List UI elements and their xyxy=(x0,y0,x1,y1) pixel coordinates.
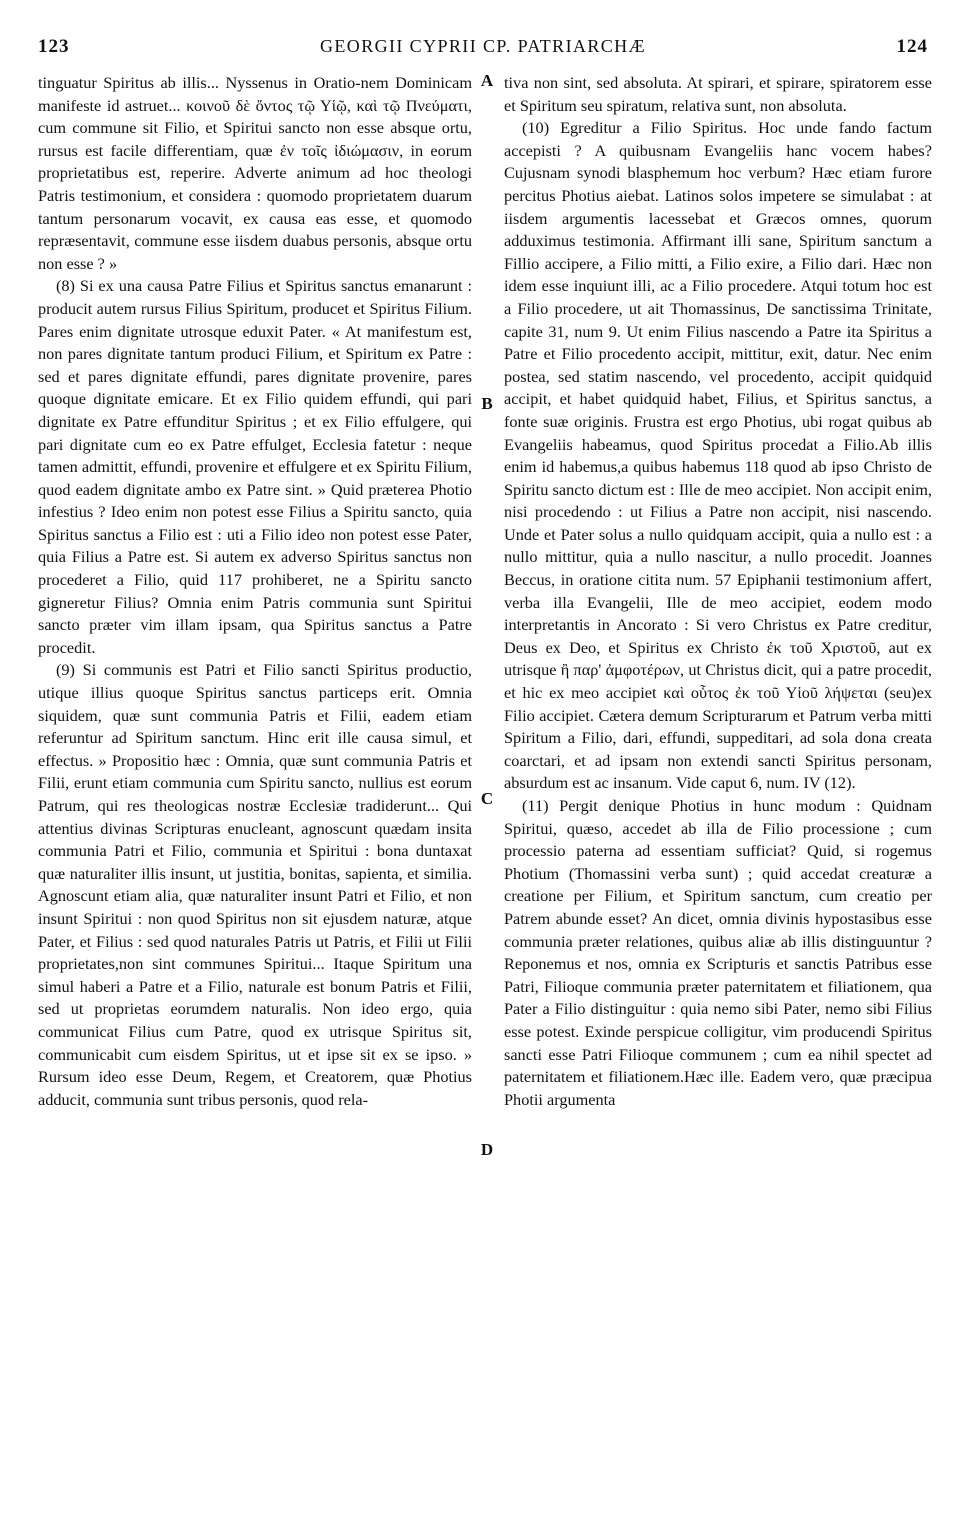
page-number-right: 124 xyxy=(896,36,928,57)
right-column xyxy=(504,72,932,1111)
margin-letter-d: D xyxy=(480,1140,494,1159)
page-header xyxy=(38,36,928,64)
left-paragraph-3: (9) Si communis est Patri et Filio sancti Spiritus productio, utique illius quoque Spiritus sanctus particeps erit. Omnia siquidem, quæ sunt communia Patris et Filii, eadem etiam referuntur ad Spiritum sanctum. Hinc erit ille causa simul, et effectus. » Propositio hæc : Omnia, quæ sunt communia Patris et Filii, erunt etiam communia cum Spiritu sancto, nullius est eorum Patrum, qui res theologicas nostræ Ecclesiæ tradiderunt... Qui attentius divinas Scripturas enucleant, agnoscunt quædam insita communia Patri et Filio, communia et Spiritui : bona duntaxat quæ naturaliter illis insunt, ut justitia, bonitas, sapienta, et similia. Agnoscunt etiam alia, quæ naturaliter insunt Patri et Filio, et non insunt Spiritui : non quod Spiritus non sit ejusdem naturæ, atque Pater, et Filius : sed quod naturales Patris ut Patris, et Filii ut Filii proprietates,non sint communes Spiritui... Itaque Spiritum una simul haberi a Patre et a Filio, naturale est bonum Patris et Filii, sed ut proprietas eorumdem naturalis. Non ideo ergo, quia communicat Filius cum Patre, quod ex utrisque Spiritus sit, communicabit cum eisdem Spiritus, ut et ipse sit ex se ipso. » Rursum ideo esse Deum, Regem, et Creatorem, quæ Photius adducit, communia sunt tribus personis, quod rela- xyxy=(38,660,472,1109)
right-paragraph-2: (10) Egreditur a Filio Spiritus. Hoc unde fando factum accepisti ? A quibusnam Evangeliis hanc vocem habes? Cujusnam synodi blasphemum hoc verbum? Hæc etiam furore percitus Photius aiebat. Latinos solos impetere se simulabat : at iisdem argumentis lacessebat et Græcos omnes, quorum adduximus testimonia. Affirmant illi sane, Spiritum sanctum a Fillio accipere, a Filio mitti, a Filio exire, a Filio dari. Hæc non idem esse inquiunt illi, ac a Filio procedere. Atqui totum hoc est a Filio procedere, ut ait Thomassinus, De sanctissima Trinitate, capite 31, num 9. Ut enim Filius nascendo a Patre ita Spiritus a Patre et Filio procedento accipit, mittitur, exit, datur. Nec enim postea, sed statim nascendo, vel procedento, accipit quidquid accipit, et habet quidquid habet, Filius, et Spiritus sanctus, a fonte suæ originis. Frustra est ergo Photius, ubi rogat quibus ab Evangeliis habeamus, quod Spiritus procedat a Filio.Ab illis enim id habemus,a quibus habemus 118 quod ab ipso Christo de Spiritu sancto dictum est : Ille de meo accipiet. Non accipit enim, nisi procedendo : ut Filius a Patre non accipit, nisi nascendo. Unde et Pater solus a nullo quidquam accipit, quia a nullo est : a nullo mittitur, quia a nullo nascitur, a nullo procedit. Joannes Beccus, in oratione citita num. 57 Epiphanii testimonium affert, verba illa Evangelii, Ille de meo accipiet, eodem modo interpretantis in Ancorato : Si vero Christus ex Patre creditur, Deus ex Deo, et Spiritus ex Christo ἐκ τοῦ Χριστοῦ, aut ex utrisque ἢ παρ' ἀμφοτέρων, ut Christus dicit, qui a patre procedit, et hic ex meo accipiet καὶ οὗτος ἐκ τοῦ Υἱοῦ λήψεται (seu)ex Filio accipiet. Cætera demum Scripturarum et Patrum verba mitti Spiritum a Filio, dari, effundi, suppeditari, ad sola dona creata coarctari, et ad ipsam non extendi sancti Spiritus personam, absurdum est ac insanum. Vide caput 6, num. IV (12). xyxy=(504,118,932,793)
left-column xyxy=(38,72,472,1111)
right-paragraph-3: (11) Pergit denique Photius in hunc modum : Quidnam Spiritui, quæso, accedet ab illa de Filio processione ; cum processio paterna ad essentiam sufficiat? Quid, si rogemus Photium (Thomassini verba sunt) ; quid accedat creaturæ a creatione per Filium, et Spiritum sanctum, cum creatio per Patrem abunde esset? An dicet, omnia divinis hypostasibus esse communia præter relationes, quibus aliæ ab illis distinguuntur ? Reponemus et nos, omnia ex Scripturis et sanctis Patribus esse Patri, Filioque communia præter paternitatem et filiationem, qua Pater a Filio distinguitur : quia nemo sibi Pater, nemo sibi Filius esse potest. Exinde perspicue colligitur, vim producendi Spiritus sancti esse Patri Filioque communem ; cum ea nihil spectet ad paternitatem et filiationem.Hæc ille. Eadem vero, quæ præcipua Photii argumenta xyxy=(504,796,932,1109)
margin-letter-c: C xyxy=(480,789,494,808)
page-number-left: 123 xyxy=(38,36,70,57)
right-paragraph-1: tiva non sint, sed absoluta. At spirari, et spirare, spiratorem esse et Spiritum seu spiratum, relativa sunt, non absoluta. xyxy=(504,73,932,115)
left-paragraph-2: (8) Si ex una causa Patre Filius et Spiritus sanctus emanarunt : producit autem rursus Filius Spiritum, producet et Spiritus Filium. Pares enim dignitate utrosque eduxit Pater. « At manifestum est, non pares dignitate tantum produci Filium, et Spiritum ex Patre : sed et pares dignitate effundi, pares dignitate provenire, pares quoque dignitate emicare. Et ex Filio quidem effundi, qui pari dignitate ex Patre effunditur Spiritus ; et ex Filio effulgere, qui pari dignitate cum eo ex Patre effulget, Ecclesia fatetur : neque tamen admittit, effundi, provenire et effulgere et ex Spiritu Filium, quod eadem dignitate ambo ex Patre sint. » Quid præterea Photio infestius ? Ideo enim non potest esse Filius a Spiritu sancto, quia Spiritus sanctus a Filio est : uti a Filio ideo non potest esse Pater, quia Filius a Patre est. Si autem ex adverso Spiritus sanctus non procederet a Filio, quid 117 prohiberet, ne a Spiritu sancto gigneretur Filius? Omnia enim Patris communia sunt Spiritui sancto præter vim illam ipsam, qua Spiritus sanctus a Patre procedit. xyxy=(38,276,472,657)
running-title: GEORGII CYPRII CP. PATRIARCHÆ xyxy=(320,36,646,56)
left-paragraph-1: tinguatur Spiritus ab illis... Nyssenus in Oratio-nem Dominicam manifeste id astruet... κοινοῦ δὲ ὄντος τῷ Υἱῷ, καὶ τῷ Πνεύματι, cum commune sit Filio, et Spiritui sancto non esse absque ortu, rursus est facile differentiam, quæ ἐν τοῖς ἰδιώμασιν, in eorum proprietatibus est, reperire. Adverte animum ad hoc theologi Patris testimonium, et considera : quomodo proprietatem duarum tantum personarum vocavit, ex causa eas esse, et quomodo repræsentavit, commune esse iisdem duabus personis, absque ortu non esse ? » xyxy=(38,73,472,273)
margin-letter-b: B xyxy=(481,394,493,413)
margin-letter-a: A xyxy=(480,71,494,90)
